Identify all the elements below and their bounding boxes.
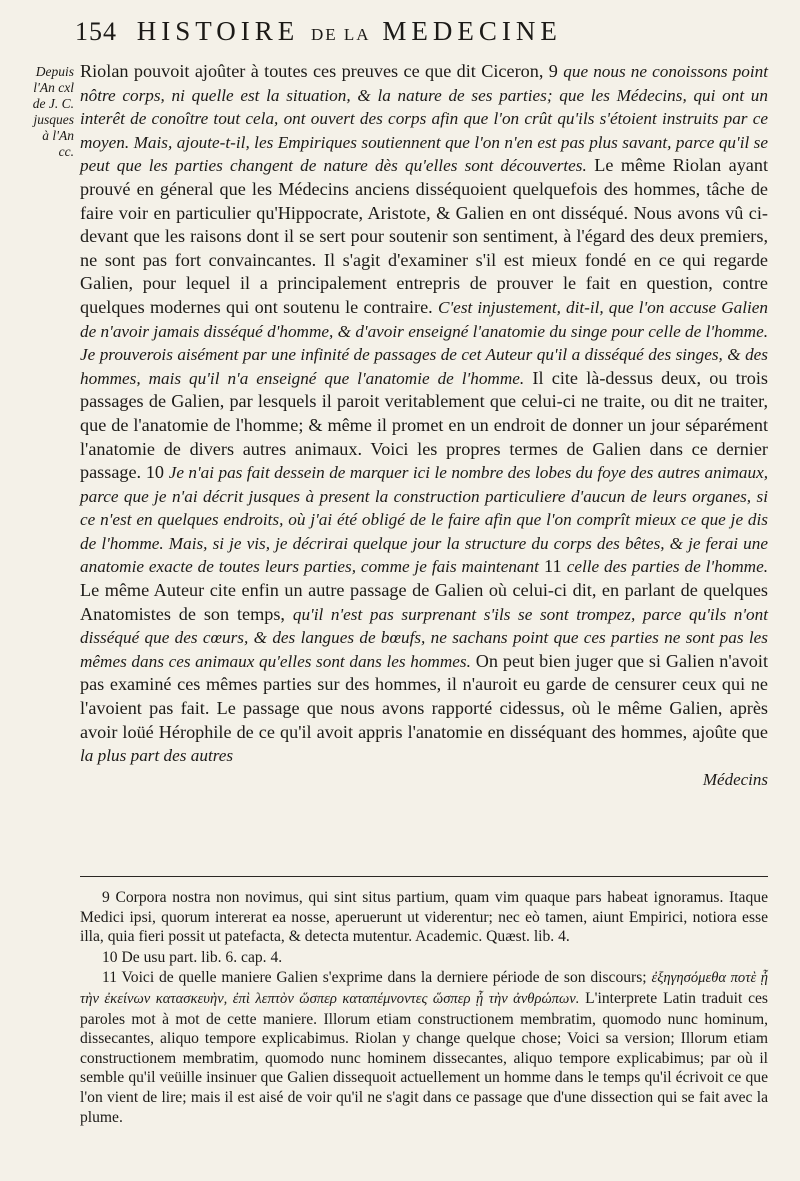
footnote-text: L'interprete Latin traduit ces paroles mot à mot de cette maniere. Illorum etiam constructionem membratim, quomodo nunc hominum, dissecantes, aliquo tempore explicabimus. Riolan y change quelque chose; Voici sa version; Illorum etiam constructionem membratim, quomodo nunc hominem dissecantes, aliquo tempore explicabimus; par où il semble qu'il veüille insinuer que Galien dissequoit actuellement un homme dans le temps qu'il écrivoit ce que l'on vient de lire; mais il est aisé de voir qu'il ne s'agit dans ce passage que d'une dissection qui se fait avec la plume.	[80, 989, 768, 1126]
footnote-9	[80, 888, 768, 947]
title-de: DE LA	[311, 25, 371, 44]
margin-date-note	[22, 64, 74, 160]
footnote-text: 11 Voici de quelle maniere Galien s'exprime dans la derniere période de son discours;	[102, 969, 647, 987]
main-paragraph	[80, 60, 768, 791]
title-end: MEDECINE	[382, 16, 562, 46]
page-number: 154	[75, 17, 117, 46]
running-title	[137, 16, 562, 46]
footnote-ref-9: 9	[548, 61, 558, 81]
margin-line: Depuis	[35, 64, 74, 79]
text-run: Riolan pouvoit ajoûter à toutes ces preuves ce que dit Ciceron,	[80, 61, 544, 81]
title-main: HISTOIRE	[136, 16, 300, 46]
footnote-divider	[80, 876, 768, 877]
quotation: celle des parties de l'homme.	[566, 557, 769, 577]
quotation: la plus part des autres	[80, 746, 234, 766]
margin-line: de J. C.	[32, 96, 74, 111]
text-run: Il cite là-dessus deux, ou trois passages de Galien, par lesquels il paroit veritablement que celui-ci ne traite, ou dit ne traiter, que de l'anatomie de l'homme; & même il promet en un endroit de donner un jour séparément l'anatomie de divers autres animaux. Voici les propres termes de Galien dans ce dernier passage.	[80, 367, 768, 483]
quotation: C'est injustement, dit-il, que l'on accuse Galien de n'avoir jamais disséqué d'homme, & d'avoir enseigné l'anatomie du singe pour celle de l'homme. Je prouverois aisément par une infinité de passages de cet Auteur qu'il a disséqué des singes, & des hommes, mais qu'il n'a enseigné que l'anatomie de l'homme.	[80, 297, 769, 388]
footnote-ref-11: 11	[544, 556, 562, 577]
catchword: Médecins	[702, 769, 768, 789]
quotation: Je n'ai pas fait dessein de marquer ici le nombre des lobes du foye des autres animaux, parce que je n'ai décrit jusques à present la construction particuliere d'aucun de leurs organes, si ce n'est en quelques endroits, où j'ai été obligé de le faire afin que l'on comprît mieux ce que je dis de l'homme. Mais, si je vis, je décrirai quelque jour la structure du corps des bêtes, & je ferai une anatomie exacte de toutes leurs parties, comme je fais maintenant	[80, 463, 769, 577]
footnotes	[80, 888, 768, 1128]
margin-line: cc.	[58, 144, 74, 159]
text-run: Le même Auteur cite enfin un autre passage de Galien où celui-ci dit, en parlant de quelques Anatomistes de son temps,	[80, 580, 768, 624]
footnote-11	[80, 968, 768, 1127]
footnote-10	[80, 948, 768, 968]
margin-line: l'An cxl	[33, 80, 74, 95]
margin-line: jusques	[33, 112, 74, 127]
margin-line: à l'An	[42, 128, 74, 143]
running-header	[75, 16, 775, 56]
greek-quotation: ἐξηγησόμεθα ποτὲ ᾗ τὴν ἐκείνων κατασκευὴν, ἐπὶ λεπτὸν ὥσπερ καταπέμνοντες ὥσπερ ᾗ τὴν ἀνθρώπων.	[80, 970, 768, 1007]
footnote-ref-10: 10	[145, 462, 164, 483]
main-text	[80, 60, 768, 791]
text-run: On peut bien juger que si Galien n'avoit pas examiné ces mêmes parties sur des hommes, il n'auroit eu garde de censurer ceux qui ne l'avoient pas fait. Le passage que nous avons rapporté cidessus, où le même Galien, après avoir loüé Hérophile de ce qu'il avoit appris l'anatomie en disséquant des hommes, ajoûte que	[80, 650, 769, 742]
quotation: qu'il n'est pas surprenant s'ils se sont trompez, parce qu'ils n'ont disséqué que des cœurs, & des langues de bœufs, ne sachans point que ces parties ne sont pas les mêmes dans ces animaux qu'elles sont dans les hommes.	[80, 604, 768, 671]
footnote-text: 9 Corpora nostra non novimus, qui sint situs partium, quam vim quaque pars habeat ignoramus. Itaque Medici ipsi, quorum intererat ea nosse, aperuerunt ut viderentur; nec eò tamen, aiunt Empirici, notiora esse illa, quia fieri possit ut patefacta, & detecta mutentur. Academic. Quæst. lib. 4.	[80, 889, 768, 946]
quotation: que nous ne conoissons point nôtre corps, ni quelle est la situation, & la nature de ses parties; que les Médecins, qui ont un interêt de conoître tout cela, ont ouvert des corps afin que l'on crût qu'ils s'étoient instruits par ce moyen. Mais, ajoute-t-il, les Empiriques soutiennent que l'on n'en est pas plus savant, parce qu'il se peut que les parties changent de nature dès qu'elles sont découvertes.	[80, 62, 769, 176]
text-run: Le même Riolan ayant prouvé en géneral que les Médecins anciens disséquoient quelquefois des hommes, tâche de faire voir en particulier qu'Hippocrate, Aristote, & Galien en ont disséqué. Nous avons vû ci-devant que les raisons dont il se sert pour soutenir son sentiment, à l'égard des deux premiers, ne sont pas fort convaincantes. Il s'agit d'examiner s'il est mieux fondé en ce qui regarde Galien, pour lequel il a principalement entrepris de prouver le fait en question, contre quelques modernes qui ont soutenu le contraire.	[80, 155, 769, 317]
footnote-text: 10 De usu part. lib. 6. cap. 4.	[102, 948, 283, 966]
